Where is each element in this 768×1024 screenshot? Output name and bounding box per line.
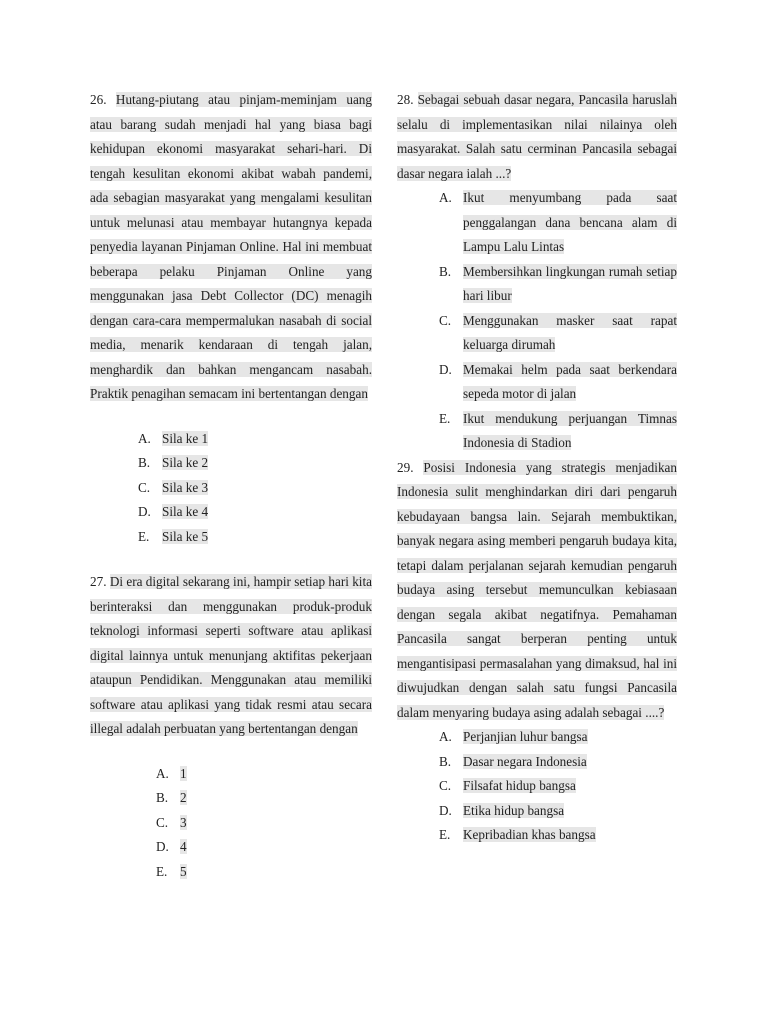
left-column — [90, 88, 372, 884]
question-text: Di era digital sekarang ini, hampir setiap hari kita berinteraksi dan menggunakan produk-produk teknologi informasi seperti software atau aplikasi digital lainnya untuk menunjang aktifitas pekerjaan ataupun Pendidikan. Menggunakan atau memiliki software atau aplikasi yang tidak resmi atau secara illegal adalah perbuatan yang bertentangan dengan — [90, 574, 372, 736]
question-number: 27. — [90, 574, 107, 589]
question-26 — [90, 88, 372, 407]
question-28 — [397, 88, 677, 186]
option-c[interactable]: C. Menggunakan masker saat rapat keluarga dirumah — [439, 312, 677, 352]
option-e[interactable]: E. 5 — [156, 863, 187, 879]
option-d[interactable]: D. Etika hidup bangsa — [439, 802, 565, 818]
question-29 — [397, 456, 677, 726]
option-c[interactable]: C. 3 — [156, 814, 187, 830]
option-d[interactable]: D. Memakai helm pada saat berkendara sepeda motor di jalan — [439, 361, 677, 401]
question-number: 29. — [397, 459, 414, 475]
option-b[interactable]: B. Sila ke 2 — [138, 455, 209, 470]
option-c[interactable]: C. Sila ke 3 — [138, 479, 209, 495]
question-text: Sebagai sebuah dasar negara, Pancasila haruslah selalu di implementasikan nilai nilainya oleh masyarakat. Salah satu cerminan Pancasila sebagai dasar negara ialah ...? — [397, 92, 678, 181]
option-e[interactable]: E. Sila ke 5 — [138, 528, 209, 544]
option-d[interactable]: D. 4 — [156, 839, 187, 854]
right-column — [397, 88, 677, 848]
question-text: Posisi Indonesia yang strategis menjadikan Indonesia sulit menghindarkan diri dari pengaruh kebudayaan bangsa lain. Sejarah membuktikan, banyak negara asing memberi pengaruh budaya kita, tetapi dalam perjalanan sejarah kemudian pengaruh budaya asing tersebut memunculkan kebiasaan dengan segala akibat negatifnya. Pemahaman Pancasila sangat berperan penting untuk mengantisipasi permasalahan yang dimaksud, hal ini diwujudkan dengan salah satu fungsi Pancasila dalam menyaring budaya asing adalah sebagai ....? — [397, 459, 677, 720]
option-e[interactable]: E. Kepribadian khas bangsa — [439, 827, 596, 842]
option-c[interactable]: C. Filsafat hidup bangsa — [439, 778, 576, 793]
option-a[interactable]: A. 1 — [156, 765, 187, 781]
options-26 — [138, 427, 372, 550]
option-b[interactable]: B. Membersihkan lingkungan rumah setiap hari libur — [439, 263, 677, 303]
options-27 — [156, 762, 372, 885]
option-b[interactable]: B. Dasar negara Indonesia — [439, 753, 587, 769]
option-a[interactable]: A. Sila ke 1 — [138, 430, 209, 446]
question-number: 26. — [90, 92, 107, 107]
question-number: 28. — [397, 92, 414, 107]
option-e[interactable]: E. Ikut mendukung perjuangan Timnas Indonesia di Stadion — [439, 410, 677, 450]
option-a[interactable]: A. Ikut menyumbang pada saat penggalangan dana bencana alam di Lampu Lalu Lintas — [439, 190, 677, 254]
question-text: Hutang-piutang atau pinjam-meminjam uang atau barang sudah menjadi hal yang biasa bagi kehidupan ekonomi masyarakat sehari-hari. Di tengah kesulitan ekonomi akibat wabah pandemi, ada sebagian masyarakat yang mengalami kesulitan untuk melunasi atau membayar hutangnya kepada penyedia layanan Pinjaman Online. Hal ini membuat beberapa pelaku Pinjaman Online yang menggunakan jasa Debt Collector (DC) menagih dengan cara-cara mempermalukan nasabah di social media, menarik kendaraan di tengah jalan, menghardik dan bahkan mengancam nasabah. Praktik penagihan semacam ini bertentangan dengan — [90, 92, 372, 401]
option-a[interactable]: A. Perjanjian luhur bangsa — [439, 729, 588, 744]
option-d[interactable]: D. Sila ke 4 — [138, 504, 209, 519]
options-28 — [439, 186, 677, 456]
option-b[interactable]: B. 2 — [156, 790, 187, 805]
question-27 — [90, 570, 372, 742]
options-29 — [439, 725, 677, 848]
